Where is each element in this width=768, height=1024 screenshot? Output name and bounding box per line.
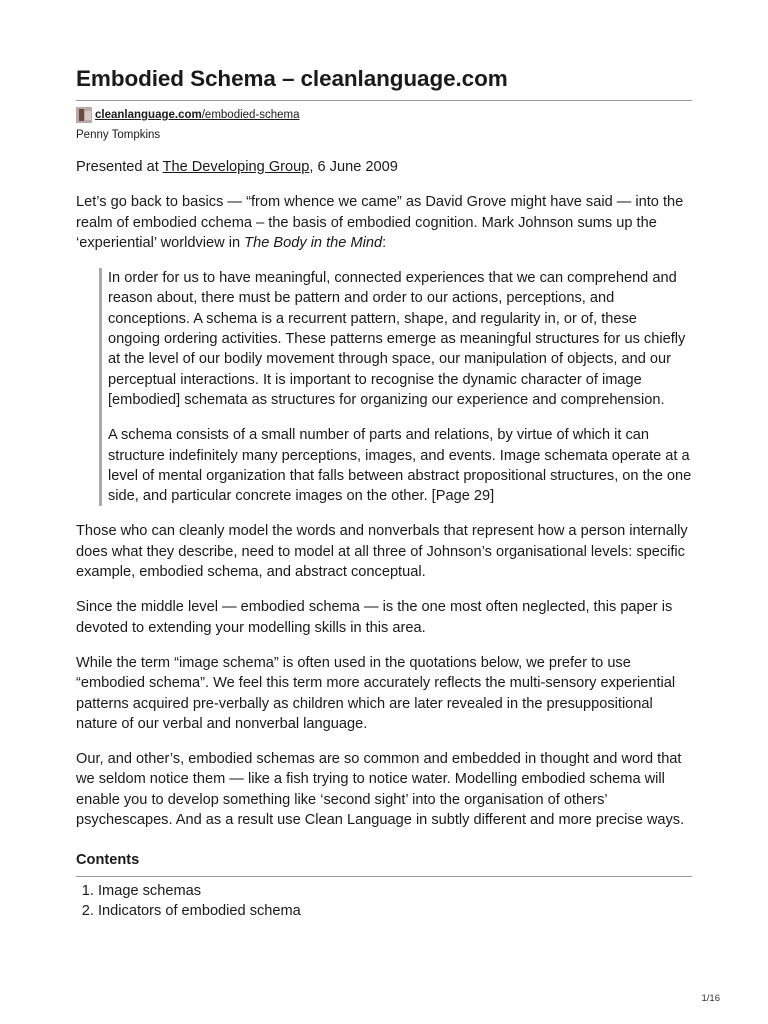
page-title: Embodied Schema – cleanlanguage.com — [76, 66, 508, 91]
quote-paragraph-2: A schema consists of a small number of parts and relations, by virtue of which it can structure indefinitely many perceptions, images, and events. Image schemata operate at a level of mental organization that falls between abstract propositional structures, on the one side, and particular concrete images on the other. [Page 29] — [108, 427, 692, 505]
page-number: 1/16 — [701, 993, 720, 1004]
paragraph-basics-text: Let’s go back to basics — “from whence we came” as David Grove might have said — into the realm of embodied cchema – the basis of embodied cognition. Mark Johnson sums up the ‘experiential’ worldview in — [76, 194, 684, 251]
author-name: Penny Tompkins — [76, 129, 161, 141]
source-link[interactable] — [95, 109, 300, 121]
developing-group-link[interactable]: The Developing Group — [162, 159, 310, 175]
paragraph-fish-water: Our, and other’s, embodied schemas are so common and embedded in thought and word that we seldom notice them — like a fish trying to notice water. Modelling embodied schema will enable you to develop something like ‘second sight’ into the organisation of others’ psychescapes. And as a result use Clean Language in subtly different and more precise ways. — [76, 751, 685, 829]
paragraph-image-schema-term: While the term “image schema” is often used in the quotations below, we prefer to use “embodied schema”. We feel this term more accurately reflects the multi-sensory experiential patterns acquired pre-verbally as children which are later revealed in the presuppositional nature of our verbal and nonverbal language. — [76, 654, 676, 732]
contents-item: 1. Image schemas — [98, 881, 692, 901]
intro-paragraph — [76, 157, 692, 177]
site-favicon-icon — [76, 107, 92, 123]
intro-prefix: Presented at — [76, 159, 163, 175]
intro-suffix: , 6 June 2009 — [309, 159, 398, 175]
source-domain: cleanlanguage.com — [95, 109, 202, 121]
source-path: /embodied-schema — [201, 109, 300, 121]
paragraph-basics — [76, 192, 692, 253]
paragraph-basics-end: : — [382, 234, 387, 251]
paragraph-middle-level: Since the middle level — embodied schema — is the one most often neglected, this paper is devoted to extending your modelling skills in this area. — [76, 599, 673, 636]
contents-list — [76, 881, 692, 922]
contents-heading: Contents — [76, 852, 140, 869]
title-divider — [76, 100, 692, 101]
article-body — [76, 157, 692, 921]
contents-divider — [76, 876, 692, 877]
quote-paragraph-1: In order for us to have meaningful, connected experiences that we can comprehend and reason about, there must be pattern and order to our actions, perceptions, and conceptions. A schema is a recurrent pattern, shape, and regularity in, or of, these ongoing ordering activities. These patterns emerge as meaningful structures for us chiefly at the level of our bodily movement through space, our manipulation of objects, and our perceptual interactions. It is important to recognise the dynamic character of image [embodied] schemata as structures for organizing our experience and comprehension. — [108, 270, 686, 408]
contents-item: 2. Indicators of embodied schema — [98, 901, 692, 921]
johnson-quote — [76, 268, 692, 506]
paragraph-model-levels: Those who can cleanly model the words and nonverbals that represent how a person internally does what they describe, need to model at all three of Johnson’s organisational levels: specific example, embodied schema, and abstract conceptual. — [76, 523, 688, 581]
source-line — [76, 107, 300, 123]
book-title: The Body in the Mind — [244, 234, 383, 251]
